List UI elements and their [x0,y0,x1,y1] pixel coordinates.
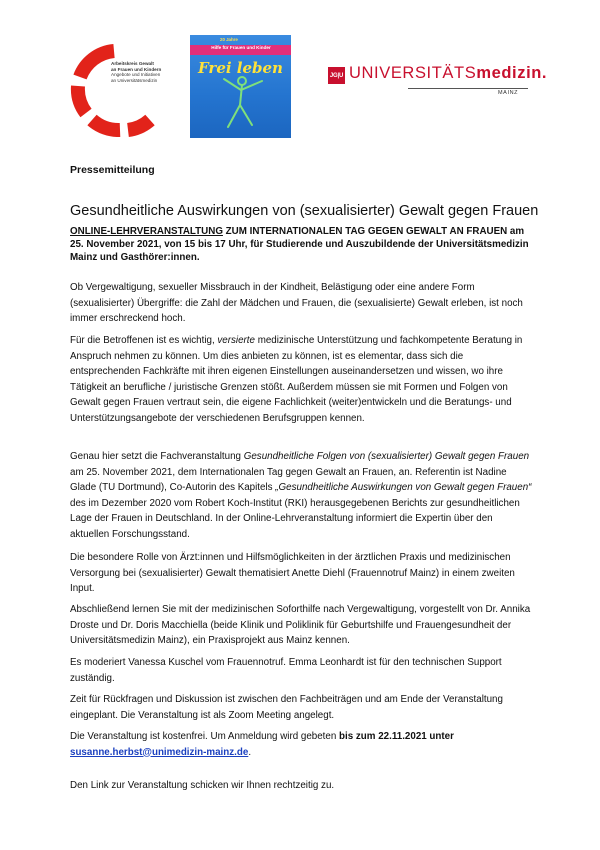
um-city: MAINZ [498,90,519,96]
dancing-figure-icon [190,35,291,138]
p2-text-b: medizinische Unterstützung und fachkompetente Beratung in Anspruch nehmen zu können. Um dies anbieten zu können, ist es elementar, dass sich die entsprechenden Fachkräfte mit ihren eigenen Einstellungen auseinandersetzen und wissen, wo ihre Tätigkeit an berufliche / juristische Grenzen stößt. Außerdem müssen sie mit Formen und Folgen von Gewalt gegen Frauen vertraut sein, die eigene Fachlichkeit (weiter)entwickeln und die Beratungs- und Unterstützungsangebote der verschiedenen Berufsgruppen kennen. [70,335,523,424]
paragraph-6: Es moderiert Vanessa Kuschel vom Frauennotruf. Emma Leonhardt ist für den technischen Support zuständig. [70,657,502,684]
paragraph-1: Ob Vergewaltigung, sexueller Missbrauch in der Kindheit, Belästigung oder eine andere Form (sexualisierter) Übergriffe: die Zahl der Mädchen und Frauen, die (sexualisierte) Gewalt erleben, ist noch immer erschreckend hoch. [70,282,523,324]
p3-text-a: Genau hier setzt die Fachveranstaltung [70,451,244,462]
lead-underlined: ONLINE-LEHRVERANSTALTUNG [70,226,223,237]
paragraph-4: Die besondere Rolle von Ärzt:innen und Hilfsmöglichkeiten in der ärztlichen Praxis und medizinischen Versorgung bei (sexualisierter) Gewalt thematisiert Anette Diehl (Frauennotruf Mainz) in einem zweiten Input. [70,552,515,594]
p3-text-c: des im Dezember 2020 vom Robert Koch-Institut (RKI) herausgegebenen Berichts zur gesundheitlichen Lage der Frauen in Deutschland. In der Online-Lehrveranstaltung informiert die Expertin über den aktuellen Forschungsstand. [70,497,520,540]
lead-rest: ZUM INTERNATIONALEN TAG GEGEN GEWALT AN FRAUEN am 25. November 2021, von 15 bis 17 Uhr, für Studierende und Auszubildende der Universitätsmedizin Mainz und Gasthörer:innen. [70,226,529,263]
frei-leben-book-cover [190,35,291,138]
contact-email-link[interactable]: susanne.herbst@unimedizin-mainz.de [70,746,249,758]
book-supertitle: 20 Jahre [220,37,238,42]
ag-line-2: an Frauen und Kindern [111,66,162,72]
p2-italic: versierte [217,335,255,346]
headline: Gesundheitliche Auswirkungen von (sexualisierter) Gewalt gegen Frauen [70,203,539,219]
p2-text-a: Für die Betroffenen ist es wichtig, [70,335,218,346]
p3-italic-2: „Gesundheitliche Auswirkungen von Gewalt gegen Frauen“ [275,482,532,493]
paragraph-3 [70,449,532,542]
um-rule [408,88,528,89]
p8-end: . [248,746,252,758]
book-title: Frei leben [198,59,283,77]
paragraph-8 [70,729,532,760]
jgu-badge: JG|U [328,67,345,84]
um-wordmark [349,64,547,83]
ag-line-3: Angebote und Initiativen [111,72,161,78]
p3-text-b: am 25. November 2021, dem Internationalen Tag gegen Gewalt an Frauen, an. Referentin ist Nadine Glade (TU Dortmund), Co-Autorin des Kapitels [70,466,507,493]
paragraph-2 [70,333,532,426]
paragraph-9: Den Link zur Veranstaltung schicken wir Ihnen rechtzeitig zu. [70,780,335,791]
p3-italic-1: Gesundheitliche Folgen von (sexualisierter) Gewalt gegen Frauen [243,451,530,462]
document-label: Pressemitteilung [70,164,155,176]
paragraph-5: Abschließend lernen Sie mit der medizinischen Soforthilfe nach Vergewaltigung, vorgestellt von Dr. Annika Droste und Dr. Doris Macchiella (beide Klinik und Poliklinik für Geburtshilfe und Frauengesundheit der Universitätsmedizin Mainz), ein Praxisprojekt aus Mainz kennen. [70,604,531,646]
universitaetsmedizin-logo [328,63,548,103]
ring-logo-icon [70,42,182,137]
um-word-bold: medizin. [476,64,548,82]
um-word-regular: UNIVERSITÄTS [349,64,477,82]
paragraph-7: Zeit für Rückfragen und Diskussion ist zwischen den Fachbeiträgen und am Ende der Veranstaltung eingeplant. Die Veranstaltung ist als Zoom Meeting angelegt. [70,694,503,721]
arbeitskreis-text [111,61,181,84]
arbeitskreis-logo [70,42,182,137]
p8-text-a: Die Veranstaltung ist kostenfrei. Um Anmeldung wird gebeten [70,731,340,742]
book-stripe-text: Hilfe für Frauen und Kinder [211,45,271,50]
ag-line-1: Arbeitskreis Gewalt [111,61,154,66]
ag-line-4: an Universitätsmedizin [111,78,158,84]
lead-paragraph [70,225,530,264]
p8-deadline: bis zum 22.11.2021 unter [339,731,454,742]
